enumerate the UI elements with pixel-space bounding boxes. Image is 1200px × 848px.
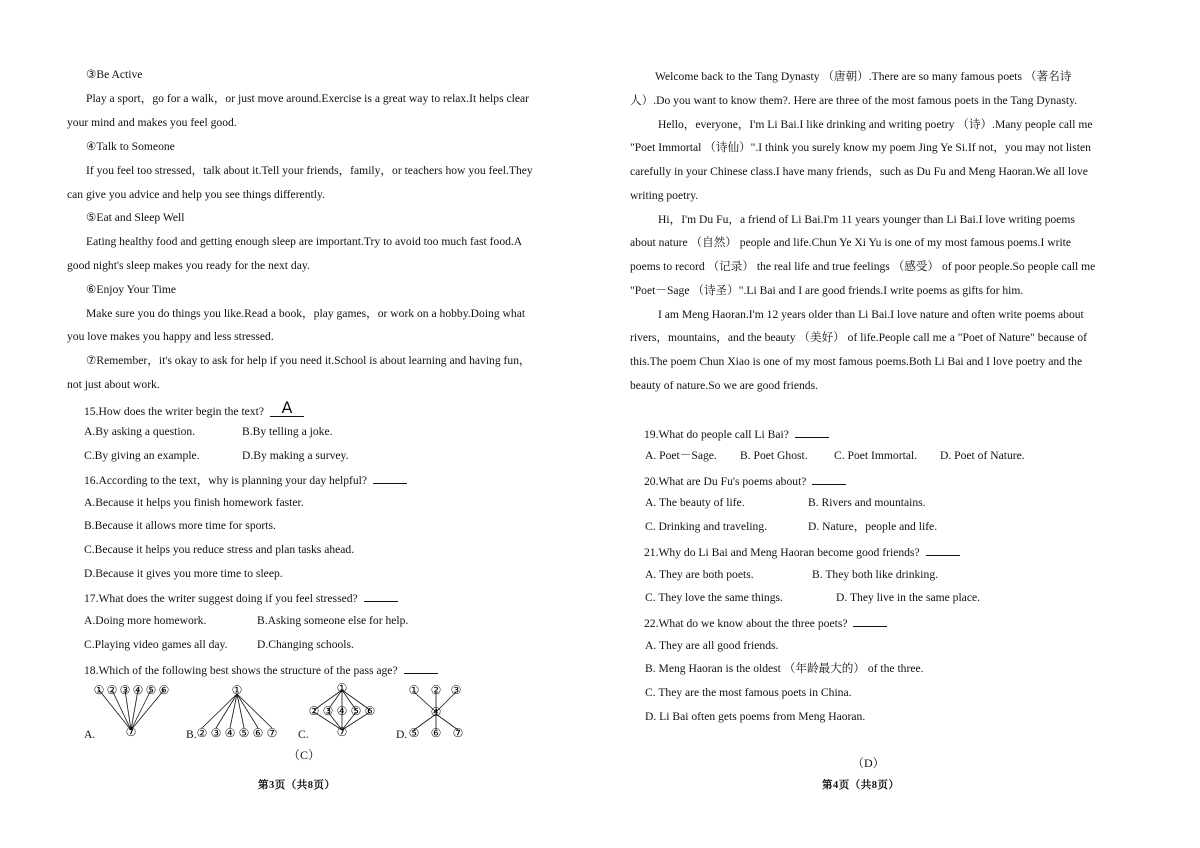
node-label: ⑥ — [364, 704, 376, 718]
answer-blank-16[interactable] — [373, 473, 407, 484]
node-label: ⑦ — [336, 725, 348, 739]
paragraph-line: "Poet－Sage （诗圣）".Li Bai and I are good friends.I write poems as gifts for him. — [630, 284, 1024, 297]
paragraph-line: your mind and makes you feel good. — [67, 116, 237, 129]
node-label: ② — [430, 683, 442, 697]
question-20 — [644, 474, 846, 488]
node-label: ③ — [450, 683, 462, 697]
paragraph-line: poems to record （记录） the real life and true feelings （感受） of poor people.So people call me — [630, 260, 1096, 273]
option-22-a[interactable]: A. They are all good friends. — [645, 639, 779, 652]
paragraph-line: Hi，I'm Du Fu，a friend of Li Bai.I'm 11 years younger than Li Bai.I love writing poems — [658, 213, 1075, 226]
node-label: ⑤ — [350, 704, 362, 718]
paragraph-line: I am Meng Haoran.I'm 12 years older than Li Bai.I love nature and often write poems about — [658, 308, 1084, 321]
question-18 — [84, 663, 438, 677]
node-label: ⑤ — [238, 726, 250, 740]
paragraph-line: Hello，everyone，I'm Li Bai.I like drinking and writing poetry （诗）.Many people call me — [658, 118, 1093, 131]
node-label: ④ — [132, 683, 144, 697]
node-label: ① — [231, 683, 243, 697]
option-20-a[interactable]: A. The beauty of life. — [645, 496, 745, 509]
paragraph-line: rivers，mountains，and the beauty （美好） of life.People call me a "Poet of Nature" because of — [630, 331, 1087, 344]
paragraph-line: can give you advice and help you see things differently. — [67, 188, 325, 201]
node-label: ① — [336, 681, 348, 695]
heading-enjoy-your-time: ⑥Enjoy Your Time — [86, 283, 176, 296]
node-label: ② — [106, 683, 118, 697]
node-label: ④ — [430, 705, 442, 719]
question-17-text: 17.What does the writer suggest doing if you feel stressed? — [84, 592, 358, 605]
diagram-d — [402, 680, 472, 744]
option-21-b[interactable]: B. They both like drinking. — [812, 568, 939, 581]
question-21 — [644, 545, 960, 559]
section-label-c: （C） — [288, 748, 321, 762]
node-label: ④ — [224, 726, 236, 740]
option-19-a[interactable]: A. Poet－Sage. — [645, 449, 717, 462]
answer-blank-15[interactable]: A — [270, 400, 304, 417]
option-17-a[interactable]: A.Doing more homework. — [84, 614, 207, 627]
option-21-d[interactable]: D. They live in the same place. — [836, 591, 981, 604]
answer-blank-20[interactable] — [812, 474, 846, 485]
option-19-d[interactable]: D. Poet of Nature. — [940, 449, 1025, 462]
page-footer: 第4页（共8页） — [822, 780, 900, 791]
paragraph-line: Welcome back to the Tang Dynasty （唐朝）.There are so many famous poets （著名诗 — [655, 70, 1072, 83]
diagram-d-label[interactable]: D. — [396, 728, 408, 741]
question-16 — [84, 473, 407, 487]
option-16-a[interactable]: A.Because it helps you finish homework faster. — [84, 496, 304, 509]
question-22 — [644, 616, 887, 630]
node-label: ③ — [322, 704, 334, 718]
node-label: ⑦ — [125, 725, 137, 739]
diagram-b — [192, 680, 284, 744]
diagram-c — [304, 680, 384, 744]
option-21-c[interactable]: C. They love the same things. — [645, 591, 783, 604]
answer-blank-21[interactable] — [926, 545, 960, 556]
paragraph-line: not just about work. — [67, 378, 160, 391]
question-18-text: 18.Which of the following best shows the structure of the pass age? — [84, 664, 398, 677]
question-20-text: 20.What are Du Fu's poems about? — [644, 475, 807, 488]
paragraph-line: beauty of nature.So we are good friends. — [630, 379, 819, 392]
option-16-b[interactable]: B.Because it allows more time for sports. — [84, 519, 276, 532]
question-17 — [84, 591, 398, 605]
page-footer: 第3页（共8页） — [258, 780, 336, 791]
node-label: ② — [308, 704, 320, 718]
diagram-b-label[interactable]: B. — [186, 728, 197, 741]
question-19 — [644, 427, 829, 441]
option-15-a[interactable]: A.By asking a question. — [84, 425, 196, 438]
heading-eat-and-sleep: ⑤Eat and Sleep Well — [86, 211, 185, 224]
paragraph-line: Eating healthy food and getting enough sleep are important.Try to avoid too much fast food.A — [86, 235, 523, 248]
node-label: ⑤ — [145, 683, 157, 697]
node-label: ① — [408, 683, 420, 697]
heading-talk-to-someone: ④Talk to Someone — [86, 140, 175, 153]
option-16-c[interactable]: C.Because it helps you reduce stress and plan tasks ahead. — [84, 543, 355, 556]
paragraph-line: If you feel too stressed，talk about it.Tell your friends，family，or teachers how you feel.They — [86, 164, 533, 177]
paragraph-line: good night's sleep makes you ready for the next day. — [67, 259, 310, 272]
paragraph-line: Make sure you do things you like.Read a book，play games，or work on a hobby.Doing what — [86, 307, 526, 320]
paragraph-line: about nature （自然） people and life.Chun Ye Xi Yu is one of my most famous poems.I write — [630, 236, 1072, 249]
option-20-d[interactable]: D. Nature，people and life. — [808, 520, 938, 533]
section-label-d: （D） — [852, 756, 885, 770]
node-label: ② — [196, 726, 208, 740]
diagram-a-label[interactable]: A. — [84, 728, 96, 741]
node-label: ⑤ — [408, 726, 420, 740]
option-20-b[interactable]: B. Rivers and mountains. — [808, 496, 926, 509]
option-22-c[interactable]: C. They are the most famous poets in China. — [645, 686, 852, 699]
option-22-d[interactable]: D. Li Bai often gets poems from Meng Haoran. — [645, 710, 866, 723]
node-label: ① — [93, 683, 105, 697]
option-22-b[interactable]: B. Meng Haoran is the oldest （年龄最大的） of the three. — [645, 662, 924, 675]
option-17-c[interactable]: C.Playing video games all day. — [84, 638, 228, 651]
answer-blank-17[interactable] — [364, 591, 398, 602]
node-label: ⑦ — [266, 726, 278, 740]
node-label: ⑦ — [452, 726, 464, 740]
answer-blank-19[interactable] — [795, 427, 829, 438]
question-22-text: 22.What do we know about the three poets? — [644, 617, 848, 630]
paragraph-line: carefully in your Chinese class.I have many friends，such as Du Fu and Meng Haoran.We all love — [630, 165, 1088, 178]
option-21-a[interactable]: A. They are both poets. — [645, 568, 754, 581]
paragraph-line: "Poet Immortal （诗仙）".I think you surely know my poem Jing Ye Si.If not，you may not listen — [630, 141, 1091, 154]
answer-blank-22[interactable] — [853, 616, 887, 627]
option-17-d[interactable]: D.Changing schools. — [257, 638, 354, 651]
question-15-text: 15.How does the writer begin the text? — [84, 405, 264, 418]
node-label: ④ — [336, 704, 348, 718]
paragraph-line: ⑦Remember，it's okay to ask for help if you need it.School is about learning and having fun， — [86, 354, 531, 367]
question-16-text: 16.According to the text，why is planning your day helpful? — [84, 474, 368, 487]
option-15-d[interactable]: D.By making a survey. — [242, 449, 349, 462]
heading-be-active: ③Be Active — [86, 68, 143, 81]
paragraph-line: Play a sport，go for a walk，or just move around.Exercise is a great way to relax.It helps clear — [86, 92, 529, 105]
question-15 — [84, 398, 304, 419]
paragraph-line: writing poetry. — [630, 189, 699, 202]
question-21-text: 21.Why do Li Bai and Meng Haoran become good friends? — [644, 546, 920, 559]
node-label: ⑥ — [252, 726, 264, 740]
question-19-text: 19.What do people call Li Bai? — [644, 428, 789, 441]
node-label: ⑥ — [430, 726, 442, 740]
paragraph-line: 人）.Do you want to know them?. Here are three of the most famous poets in the Tang Dynasty. — [630, 94, 1078, 107]
option-20-c[interactable]: C. Drinking and traveling. — [645, 520, 768, 533]
node-label: ③ — [210, 726, 222, 740]
diagram-a — [90, 680, 180, 744]
option-17-b[interactable]: B.Asking someone else for help. — [257, 614, 409, 627]
option-16-d[interactable]: D.Because it gives you more time to sleep. — [84, 567, 283, 580]
paragraph-line: you love makes you happy and less stressed. — [67, 330, 274, 343]
option-19-b[interactable]: B. Poet Ghost. — [740, 449, 808, 462]
diagram-c-label[interactable]: C. — [298, 728, 309, 741]
node-label: ⑥ — [158, 683, 170, 697]
option-19-c[interactable]: C. Poet Immortal. — [834, 449, 918, 462]
paragraph-line: this.The poem Chun Xiao is one of my most famous poems.Both Li Bai and I love poetry and the — [630, 355, 1083, 368]
answer-blank-18[interactable] — [404, 663, 438, 674]
option-15-c[interactable]: C.By giving an example. — [84, 449, 200, 462]
node-label: ③ — [119, 683, 131, 697]
option-15-b[interactable]: B.By telling a joke. — [242, 425, 333, 438]
